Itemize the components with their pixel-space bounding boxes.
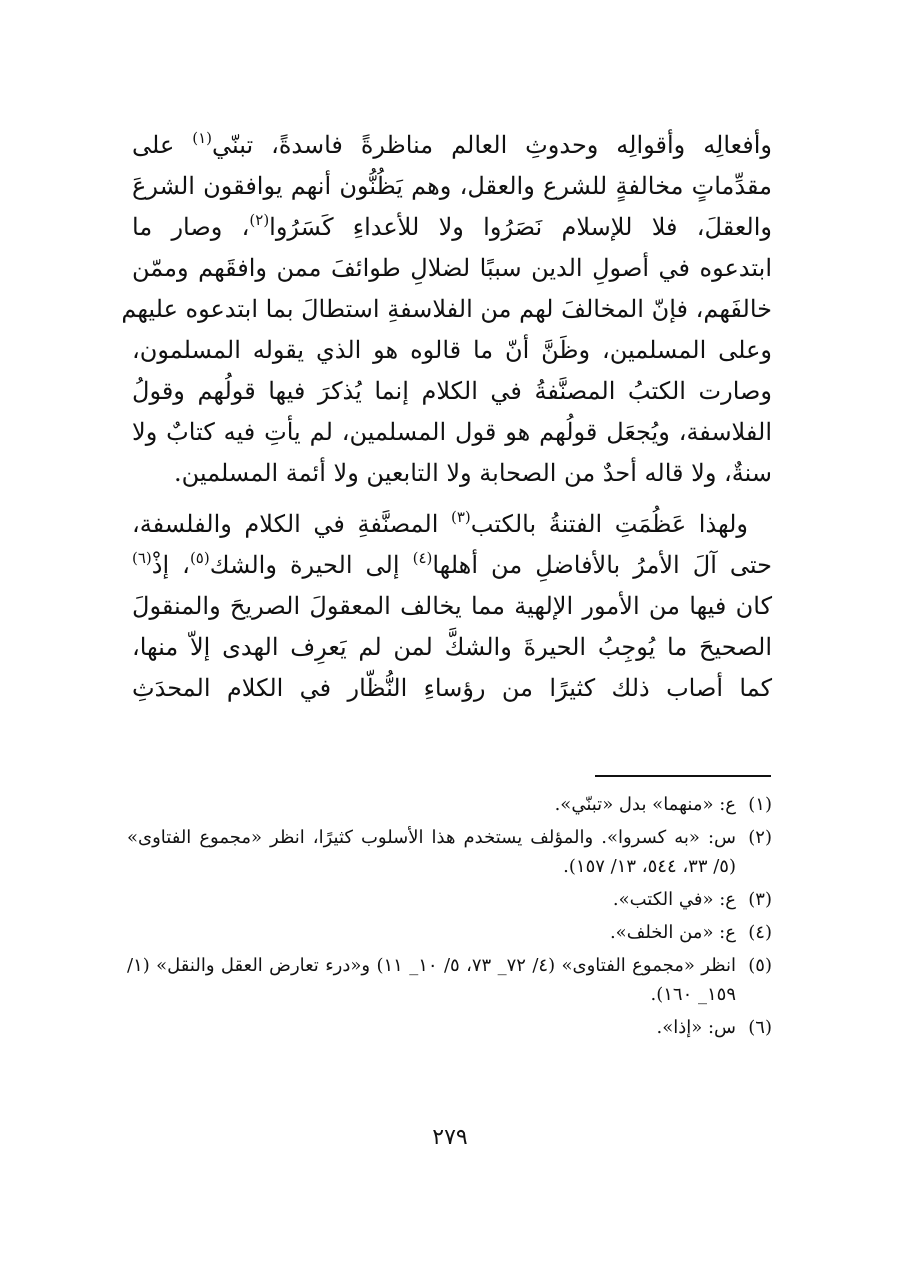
text-line: وعلى المسلمين، وظَنَّ أنّ ما قالوه هو الذي يقوله المسلمون، [132, 336, 772, 364]
text-line: الفلاسفة، ويُجعَل قولُهم هو قول المسلمين، لم يأتِ فيه كتابٌ ولا [132, 418, 772, 446]
text-line: سنةٌ، ولا قاله أحدٌ من الصحابة ولا التابعين ولا أئمة المسلمين. [173, 459, 772, 487]
paragraph-1 [121, 125, 772, 494]
footnote-marker-4[interactable]: (٤) [412, 549, 433, 567]
footnote-marker-3[interactable]: (٣) [450, 508, 471, 526]
footnote-text: س: «إذا». [656, 1017, 736, 1038]
text-segment: المصنَّفةِ في الكلام والفلسفة، [132, 510, 439, 538]
footnote-marker-5[interactable]: (٥) [189, 549, 210, 567]
text-segment: ، وصار ما [132, 213, 250, 241]
text-line [132, 125, 772, 166]
paragraph-2 [132, 504, 772, 709]
text-line [132, 545, 772, 586]
footnote-marker-1[interactable]: (١) [192, 129, 212, 147]
footnote-number: (١) [748, 794, 772, 815]
text-line [132, 504, 772, 545]
text-line: الصحيحَ ما يُوجِبُ الحيرةَ والشكَّ لمن لم يَعرِف الهدى إلاّ منها، [132, 633, 772, 661]
footnote-number: (٣) [748, 889, 772, 910]
footnote-number: (٢) [748, 827, 772, 848]
text-segment: إلى الحيرة والشك [209, 551, 400, 579]
footnote-number: (٤) [748, 922, 772, 943]
footnote-text: ع: «منهما» بدل «تبنّي». [554, 794, 736, 815]
footnote-item [127, 951, 772, 1009]
footnote-item [127, 790, 772, 819]
text-line: كما أصاب ذلك كثيرًا من رؤساءِ النُّظّار في الكلام المحدَثِ [132, 674, 772, 702]
footnote-text: س: «به كسروا». والمؤلف يستخدم هذا الأسلوب كثيرًا، انظر «مجموع الفتاوى» (٥/ ٣٣، ٥٤٤، ١٣/ ١٥٧). [127, 827, 736, 877]
footnote-item [127, 918, 772, 947]
footnotes [127, 790, 772, 1046]
footnote-text: ع: «من الخلف». [609, 922, 736, 943]
footnote-marker-6[interactable]: (٦) [132, 549, 152, 567]
text-segment: حتى آلَ الأمرُ بالأفاضلِ من أهلها [432, 551, 772, 579]
footnote-text: ع: «في الكتب». [612, 889, 736, 910]
footnote-number: (٥) [748, 955, 772, 976]
footnote-separator [595, 775, 771, 777]
text-segment: على [132, 131, 175, 159]
text-line: كان فيها من الأمور الإلهية مما يخالف المعقولَ الصريحَ والمنقولَ [132, 592, 772, 620]
text-segment: والعقلَ، فلا للإسلام نَصَرُوا ولا للأعداءِ كَسَرُوا [269, 213, 772, 241]
text-line [132, 207, 772, 248]
footnote-item [127, 885, 772, 914]
text-line: مقدِّماتٍ مخالفةٍ للشرع والعقل، وهم يَظُنُّون أنهم يوافقون الشرعَ [132, 172, 772, 200]
footnote-number: (٦) [748, 1017, 772, 1038]
footnote-marker-2[interactable]: (٢) [249, 211, 270, 229]
text-line: وصارت الكتبُ المصنَّفةُ في الكلام إنما يُذكرَ فيها قولُهم وقولُ [132, 377, 772, 405]
main-text [121, 125, 772, 709]
footnote-item [127, 1013, 772, 1042]
text-segment: ولهذا عَظُمَتِ الفتنةُ بالكتب [470, 510, 749, 538]
footnote-text: انظر «مجموع الفتاوى» (٤/ ٧٢_ ٧٣، ٥/ ١٠_ ١١) و«درء تعارض العقل والنقل» (١/ ١٥٩_ ١٦٠). [127, 955, 736, 1005]
text-line: ابتدعوه في أصولِ الدين سببًا لضلالِ طوائفَ ممن وافقَهم وممّن [132, 254, 772, 282]
text-segment: ، إذْ [151, 551, 190, 579]
text-line: خالفَهم، فإنّ المخالفَ لهم من الفلاسفةِ استطالَ بما ابتدعوه عليهم [121, 295, 772, 323]
page-number: ٢٧٩ [432, 1125, 468, 1150]
text-segment: وأفعالِه وأقوالِه وحدوثِ العالم مناظرةً فاسدةً، تبنّي [212, 131, 772, 159]
footnote-item [127, 823, 772, 881]
